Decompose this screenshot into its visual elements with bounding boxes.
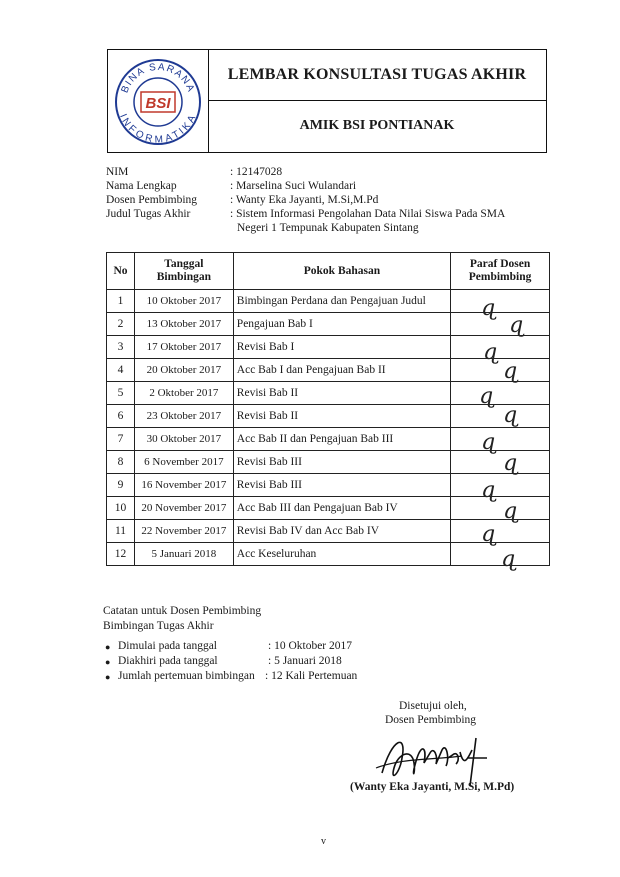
table-row xyxy=(107,313,550,336)
document-title: LEMBAR KONSULTASI TUGAS AKHIR xyxy=(208,50,546,101)
row-date: 20 November 2017 xyxy=(134,497,233,520)
table-row xyxy=(107,405,550,428)
paraf-mark: ɋ xyxy=(481,522,496,547)
row-signature xyxy=(451,520,550,547)
row-date: 10 Oktober 2017 xyxy=(134,290,233,313)
thesis-title-value-line2: Negeri 1 Tempunak Kabupaten Sintang xyxy=(237,222,419,234)
row-signature xyxy=(451,313,550,336)
end-date-label: Diakhiri pada tanggal xyxy=(118,655,218,667)
bullet-icon: ● xyxy=(105,642,111,652)
advisor-name: (Wanty Eka Jayanti, M.Si, M.Pd) xyxy=(350,781,515,793)
table-row xyxy=(107,497,550,520)
row-topic: Acc Bab II dan Pengajuan Bab III xyxy=(233,428,450,451)
row-no: 9 xyxy=(107,474,135,497)
paraf-mark: ɋ xyxy=(501,547,516,572)
table-row xyxy=(107,543,550,566)
paraf-mark: ɋ xyxy=(503,359,518,384)
row-no: 5 xyxy=(107,382,135,405)
row-topic: Revisi Bab I xyxy=(233,336,450,359)
thesis-title-label: Judul Tugas Akhir xyxy=(106,208,191,220)
table-header-row xyxy=(107,253,550,290)
row-topic: Acc Bab III dan Pengajuan Bab IV xyxy=(233,497,450,520)
row-signature xyxy=(451,451,550,474)
row-no: 7 xyxy=(107,428,135,451)
row-topic: Revisi Bab III xyxy=(233,451,450,474)
col-sign-header xyxy=(451,253,550,290)
row-topic: Acc Bab I dan Pengajuan Bab II xyxy=(233,359,450,382)
row-no: 8 xyxy=(107,451,135,474)
table-row xyxy=(107,290,550,313)
meeting-count-label: Jumlah pertemuan bimbingan xyxy=(118,670,255,682)
col-no-header: No xyxy=(107,253,135,290)
table-row xyxy=(107,336,550,359)
table-row xyxy=(107,520,550,543)
consultation-table xyxy=(106,252,550,572)
bullet-icon: ● xyxy=(105,657,111,667)
nim-label: NIM xyxy=(106,166,129,178)
row-signature xyxy=(451,382,550,409)
row-topic: Revisi Bab IV dan Acc Bab IV xyxy=(233,520,450,543)
row-signature xyxy=(451,336,550,365)
row-date: 17 Oktober 2017 xyxy=(134,336,233,359)
table-row xyxy=(107,451,550,474)
row-no: 12 xyxy=(107,543,135,566)
row-signature xyxy=(451,405,550,428)
row-no: 11 xyxy=(107,520,135,543)
col-date-header-line1: Tanggal xyxy=(164,258,204,270)
meeting-count-value: : 12 Kali Pertemuan xyxy=(265,670,358,682)
end-date-value: : 5 Januari 2018 xyxy=(268,655,342,667)
row-topic: Revisi Bab II xyxy=(233,405,450,428)
logo-text-bottom: INFORMATIKA xyxy=(117,112,199,146)
advisor-value: : Wanty Eka Jayanti, M.Si,M.Pd xyxy=(230,194,379,206)
col-sign-header-line1: Paraf Dosen xyxy=(469,258,531,270)
paraf-mark: ɋ xyxy=(481,478,496,503)
row-signature xyxy=(451,474,550,503)
name-label: Nama Lengkap xyxy=(106,180,177,192)
row-date: 13 Oktober 2017 xyxy=(134,313,233,336)
bullet-icon: ● xyxy=(105,672,111,682)
bsi-logo xyxy=(108,50,208,151)
table-row xyxy=(107,474,550,497)
notes-title-line2: Bimbingan Tugas Akhir xyxy=(103,620,214,632)
start-date-label: Dimulai pada tanggal xyxy=(118,640,217,652)
table-row xyxy=(107,359,550,382)
institution-name: AMIK BSI PONTIANAK xyxy=(299,118,455,133)
paraf-mark: ɋ xyxy=(481,430,496,455)
col-topic-header: Pokok Bahasan xyxy=(233,253,450,290)
row-signature xyxy=(451,359,550,382)
start-date-value: : 10 Oktober 2017 xyxy=(268,640,353,652)
table-row xyxy=(107,382,550,405)
col-sign-header-line2: Pembimbing xyxy=(468,271,532,283)
row-no: 6 xyxy=(107,405,135,428)
name-value: : Marselina Suci Wulandari xyxy=(230,180,357,192)
row-date: 20 Oktober 2017 xyxy=(134,359,233,382)
row-signature xyxy=(451,428,550,455)
advisor-label: Dosen Pembimbing xyxy=(106,194,198,206)
paraf-mark: ɋ xyxy=(503,403,518,428)
paraf-mark: ɋ xyxy=(503,451,518,476)
header-box xyxy=(107,49,547,153)
row-date: 2 Oktober 2017 xyxy=(134,382,233,405)
row-no: 2 xyxy=(107,313,135,336)
row-date: 23 Oktober 2017 xyxy=(134,405,233,428)
row-topic: Bimbingan Perdana dan Pengajuan Judul xyxy=(233,290,450,313)
approval-line2: Dosen Pembimbing xyxy=(385,714,477,726)
row-date: 22 November 2017 xyxy=(134,520,233,543)
row-topic: Acc Keseluruhan xyxy=(233,543,450,566)
col-date-header-line2: Bimbingan xyxy=(156,271,212,283)
paraf-mark: ɋ xyxy=(503,499,518,524)
row-date: 5 Januari 2018 xyxy=(134,543,233,566)
page-number: v xyxy=(321,836,326,847)
row-date: 6 November 2017 xyxy=(134,451,233,474)
approval-line1: Disetujui oleh, xyxy=(399,700,467,712)
paraf-mark: ɋ xyxy=(483,340,498,365)
paraf-mark: ɋ xyxy=(481,296,496,321)
row-no: 3 xyxy=(107,336,135,359)
row-no: 1 xyxy=(107,290,135,313)
notes-title-line1: Catatan untuk Dosen Pembimbing xyxy=(103,605,262,617)
row-signature xyxy=(451,290,550,321)
row-topic: Revisi Bab II xyxy=(233,382,450,405)
logo-monogram: BSI xyxy=(145,95,171,112)
nim-value: : 12147028 xyxy=(230,166,283,178)
paraf-mark: ɋ xyxy=(509,313,524,338)
row-signature xyxy=(451,543,550,572)
col-date-header xyxy=(134,253,233,290)
thesis-title-value: : Sistem Informasi Pengolahan Data Nilai Siswa Pada SMA xyxy=(230,208,506,220)
row-topic: Revisi Bab III xyxy=(233,474,450,497)
row-topic: Pengajuan Bab I xyxy=(233,313,450,336)
row-date: 30 Oktober 2017 xyxy=(134,428,233,451)
logo-cell xyxy=(108,50,209,152)
paraf-mark: ɋ xyxy=(479,384,494,409)
table-row xyxy=(107,428,550,451)
logo-text-top: BINA SARANA xyxy=(119,61,197,95)
row-no: 4 xyxy=(107,359,135,382)
row-signature xyxy=(451,497,550,524)
row-date: 16 November 2017 xyxy=(134,474,233,497)
row-no: 10 xyxy=(107,497,135,520)
